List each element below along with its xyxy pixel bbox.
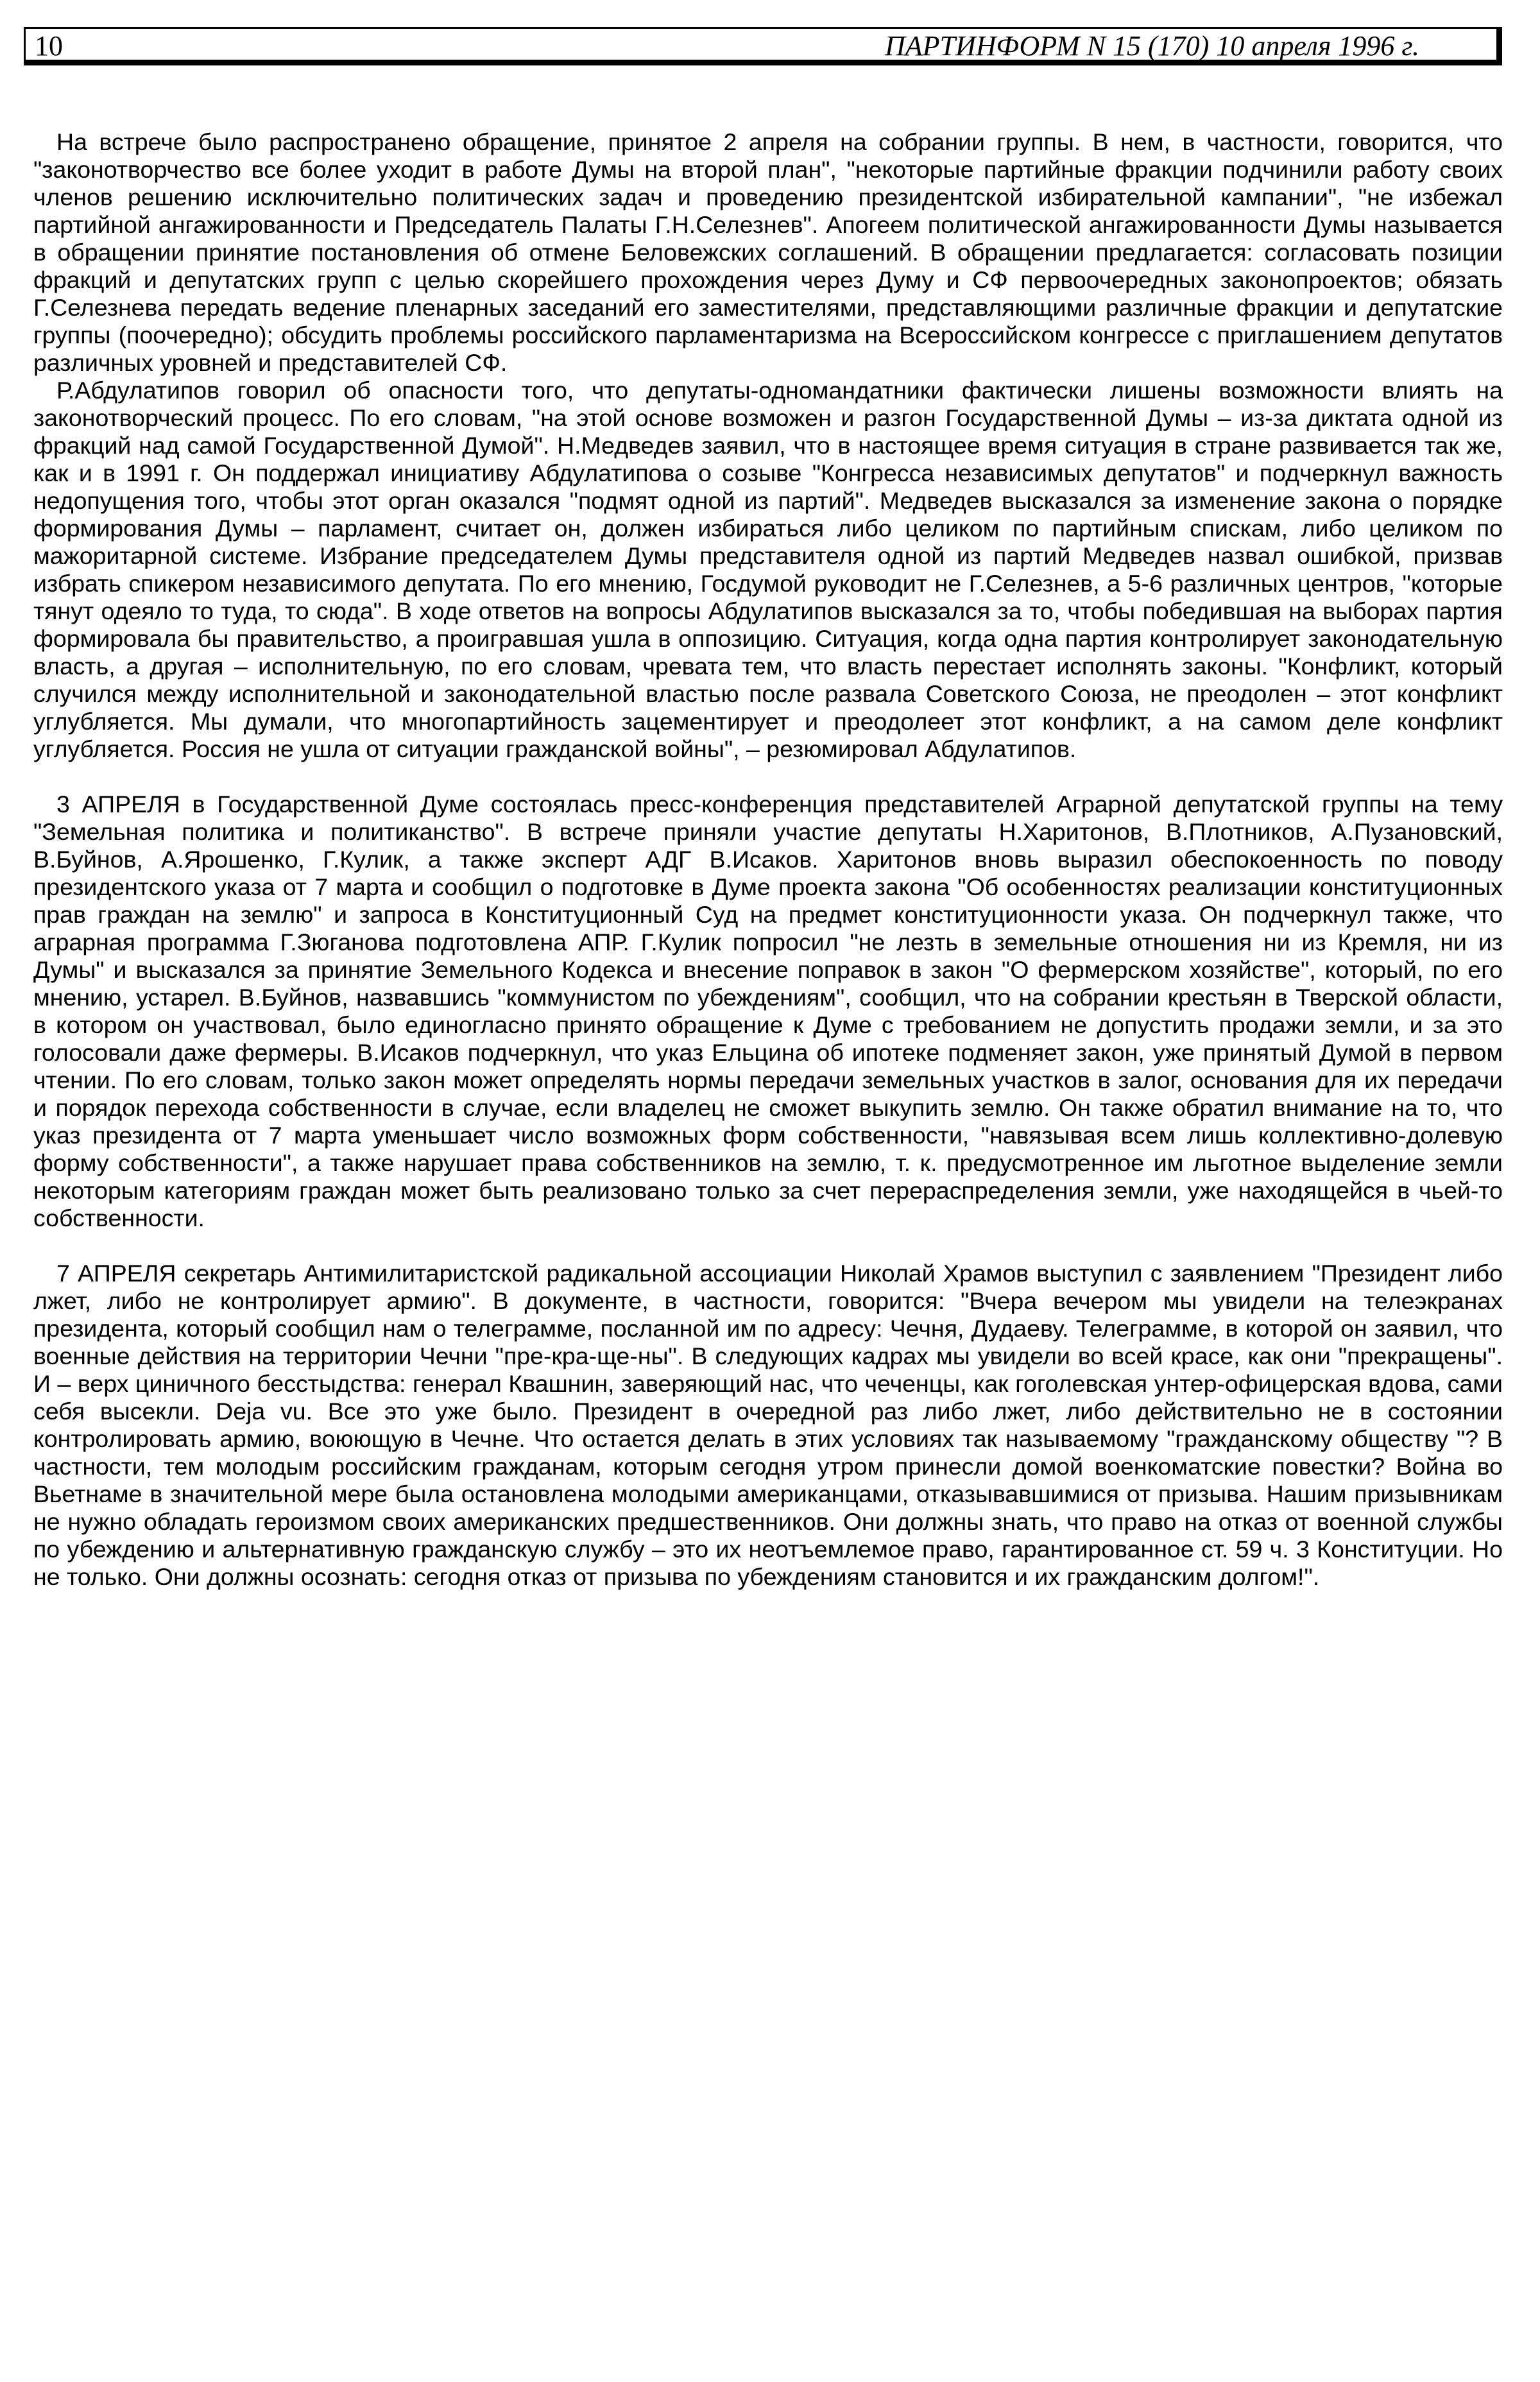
paragraph: 3 АПРЕЛЯ в Государственной Думе состоялась пресс-конференция представителей Аграрной депутатской группы на тему "Земельная политика и политиканство". В встрече приняли участие депутаты Н.Харитонов, В.Плотников, А.Пузановский, В.Буйнов, А.Ярошенко, Г.Кулик, а также эксперт АДГ В.Исаков. Харитонов вновь выразил обеспокоенность по поводу президентского указа от 7 марта и сообщил о подготовке в Думе проекта закона "Об особенностях реализации конституционных прав граждан на землю" и запроса в Конституционный Суд на предмет конституционности указа. Он подчеркнул также, что аграрная программа Г.Зюганова подготовлена АПР. Г.Кулик попросил "не лезть в земельные отношения ни из Кремля, ни из Думы" и высказался за принятие Земельного Кодекса и внесение поправок в закон "О фермерском хозяйстве", который, по его мнению, устарел. В.Буйнов, назвавшись "коммунистом по убеждениям", сообщил, что на собрании крестьян в Тверской области, в котором он участвовал, было единогласно принято обращение к Думе с требованием не допустить продажи земли, и за это голосовали даже фермеры. В.Исаков подчеркнул, что указ Ельцина об ипотеке подменяет закон, уже принятый Думой в первом чтении. По его словам, только закон может определять нормы передачи земельных участков в залог, основания для их передачи и порядок перехода собственности в случае, если владелец не сможет выкупить землю. Он также обратил внимание на то, что указ президента от 7 марта уменьшает число возможных форм собственности, "навязывая всем лишь коллективно-долевую форму собственности", а также нарушает права собственников на землю, т. к. предусмотренное им льготное выделение земли некоторым категориям граждан может быть реализовано только за счет перераспределения земли, уже находящейся в чьей-то собственности. — [33, 791, 1503, 1231]
issue-title: ПАРТИНФОРМ N 15 (170) 10 апреля 1996 г. — [885, 30, 1419, 62]
article-body — [33, 128, 1503, 1591]
page-header — [24, 27, 1502, 65]
paragraph: 7 АПРЕЛЯ секретарь Антимилитаристской радикальной ассоциации Николай Храмов выступил с заявлением "Президент либо лжет, либо не контролирует армию". В документе, в частности, говорится: "Вчера вечером мы увидели на телеэкранах президента, который сообщил нам о телеграмме, посланной им по адресу: Чечня, Дудаеву. Телеграмме, в которой он заявил, что военные действия на территории Чечни "пре-кра-ще-ны". В следующих кадрах мы увидели во всей красе, как они "прекращены". И – верх циничного бесстыдства: генерал Квашнин, заверяющий нас, что чеченцы, как гоголевская унтер-офицерская вдова, сами себя высекли. Deja vu. Все это уже было. Президент в очередной раз либо лжет, либо действительно не в состоянии контролировать армию, воюющую в Чечне. Что остается делать в этих условиях так называемому "гражданскому обществу "? В частности, тем молодым российским гражданам, которым сегодня утром принесли домой военкоматские повестки? Война во Вьетнаме в значительной мере была остановлена молодыми американцами, отказывавшимися от призыва. Нашим призывникам не нужно обладать героизмом своих американских предшественников. Они должны знать, что право на отказ от военной службы по убеждению и альтернативную гражданскую службу – это их неотъемлемое право, гарантированное ст. 59 ч. 3 Конституции. Но не только. Они должны осознать: сегодня отказ от призыва по убеждениям становится и их гражданским долгом!". — [33, 1260, 1503, 1590]
paragraph: Р.Абдулатипов говорил об опасности того, что депутаты-одномандатники фактически лишены возможности влиять на законотворческий процесс. По его словам, "на этой основе возможен и разгон Государственной Думы – из-за диктата одной из фракций над самой Государственной Думой". Н.Медведев заявил, что в настоящее время ситуация в стране развивается так же, как и в 1991 г. Он поддержал инициативу Абдулатипова о созыве "Конгресса независимых депутатов" и подчеркнул важность недопущения того, чтобы этот орган оказался "подмят одной из партий". Медведев высказался за изменение закона о порядке формирования Думы – парламент, считает он, должен избираться либо целиком по партийным спискам, либо целиком по мажоритарной системе. Избрание председателем Думы представителя одной из партий Медведев назвал ошибкой, призвав избрать спикером независимого депутата. По его мнению, Госдумой руководит не Г.Селезнев, а 5-6 различных центров, "которые тянут одеяло то туда, то сюда". В ходе ответов на вопросы Абдулатипов высказался за то, чтобы победившая на выборах партия формировала бы правительство, а проигравшая ушла в оппозицию. Ситуация, когда одна партия контролирует законодательную власть, а другая – исполнительную, по его словам, чревата тем, что власть перестает исполнять законы. "Конфликт, который случился между исполнительной и законодательной властью после развала Советского Союза, не преодолен – этот конфликт углубляется. Мы думали, что многопартийность зацементирует и преодолеет этот конфликт, а на самом деле конфликт углубляется. Россия не ушла от ситуации гражданской войны", – резюмировал Абдулатипов. — [33, 377, 1503, 762]
paragraph: На встрече было распространено обращение, принятое 2 апреля на собрании группы. В нем, в частности, говорится, что "законотворчество все более уходит в работе Думы на второй план", "некоторые партийные фракции подчинили работу своих членов решению исключительно политических задач и проведению президентской избирательной кампании", "не избежал партийной ангажированности и Председатель Палаты Г.Н.Селезнев". Апогеем политической ангажированности Думы называется в обращении принятие постановления об отмене Беловежских соглашений. В обращении предлагается: согласовать позиции фракций и депутатских групп с целью скорейшего прохождения через Думу и СФ первоочередных законопроектов; обязать Г.Селезнева передать ведение пленарных заседаний его заместителями, представляющими различные фракции и депутатские группы (поочередно); обсудить проблемы российского парламентаризма на Всероссийском конгрессе с приглашением депутатов различных уровней и представителей СФ. — [33, 128, 1503, 376]
page-number: 10 — [35, 30, 63, 62]
